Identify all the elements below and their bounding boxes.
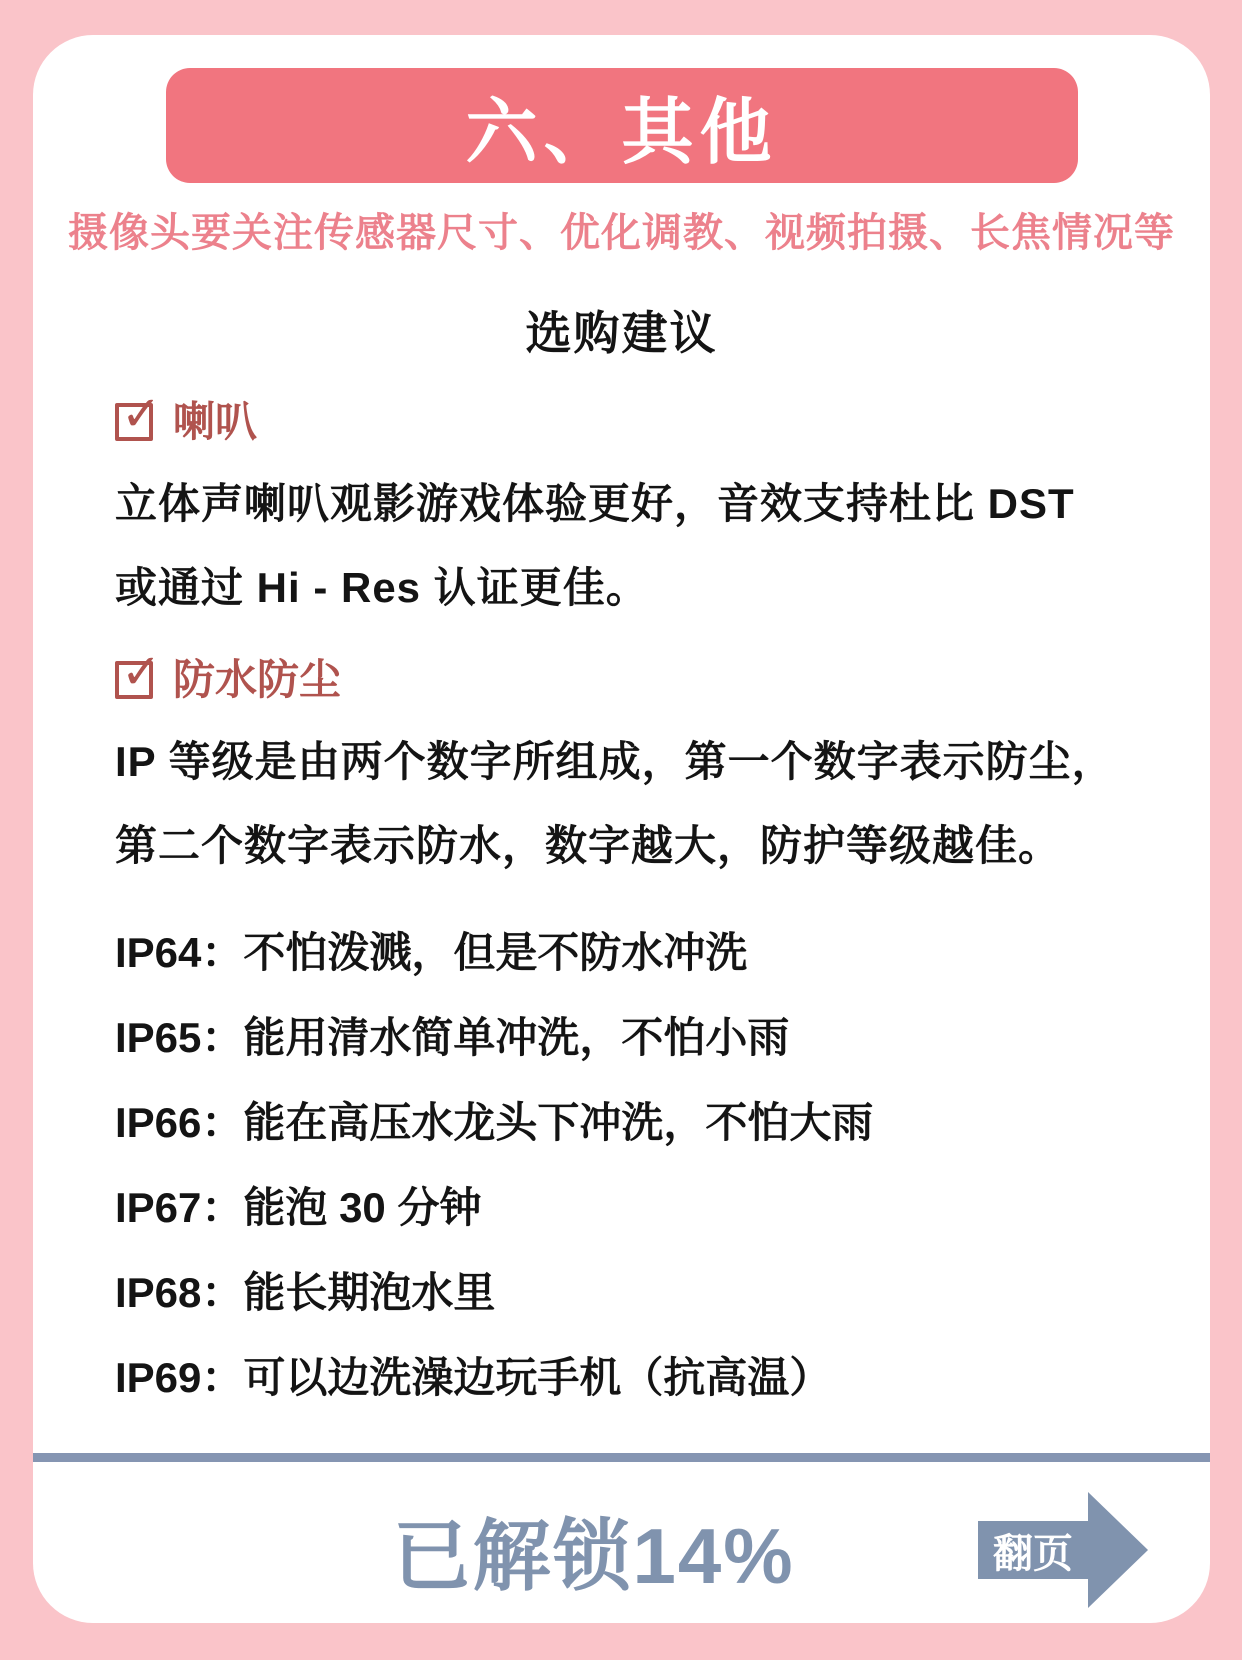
check-mark-icon: ✓ [121,646,162,699]
checkbox-checked-icon [115,388,162,441]
waterproof-check-row [115,646,1130,703]
speaker-check-row [115,388,1130,445]
camera-subtitle: 摄像头要关注传感器尺寸、优化调教、视频拍摄、长焦情况等 [68,211,1175,255]
ip-rating-item: IP67：能泡 30 分钟 [115,1184,482,1231]
footer [33,1462,1210,1623]
ip-rating-item: IP68：能长期泡水里 [115,1269,496,1316]
check-mark-icon: ✓ [121,388,162,441]
ip-rating-item: IP64：不怕泼溅，但是不防水冲洗 [115,929,748,976]
speaker-text-line-2: 或通过 Hi - Res 认证更佳。 [115,564,649,611]
waterproof-label: 防水防尘 [173,656,342,703]
speaker-label: 喇叭 [173,398,258,445]
waterproof-text-line-1: IP 等级是由两个数字所组成，第一个数字表示防尘， [115,738,1115,785]
ip-rating-item: IP69：可以边洗澡边玩手机（抗高温） [115,1354,832,1401]
section-heading: 选购建议 [525,307,718,359]
footer-divider [33,1453,1210,1462]
advice-content [33,388,1210,1401]
ip-rating-item: IP66：能在高压水龙头下冲洗，不怕大雨 [115,1099,874,1146]
page-title: 六、其他 [465,92,778,173]
ip-rating-list [115,930,1130,1401]
arrow-right-icon [1088,1492,1148,1608]
speaker-text-line-1: 立体声喇叭观影游戏体验更好，音效支持杜比 DST [115,480,1075,527]
checkbox-checked-icon [115,646,162,699]
page-turn-label: 翻页 [978,1521,1088,1579]
content-card [33,35,1210,1623]
page-turn-button[interactable] [978,1492,1148,1608]
title-banner [166,68,1078,183]
progress-text: 已解锁14% [392,1512,795,1600]
ip-rating-item: IP65：能用清水简单冲洗，不怕小雨 [115,1014,790,1061]
waterproof-text-line-2: 第二个数字表示防水，数字越大，防护等级越佳。 [115,822,1062,869]
